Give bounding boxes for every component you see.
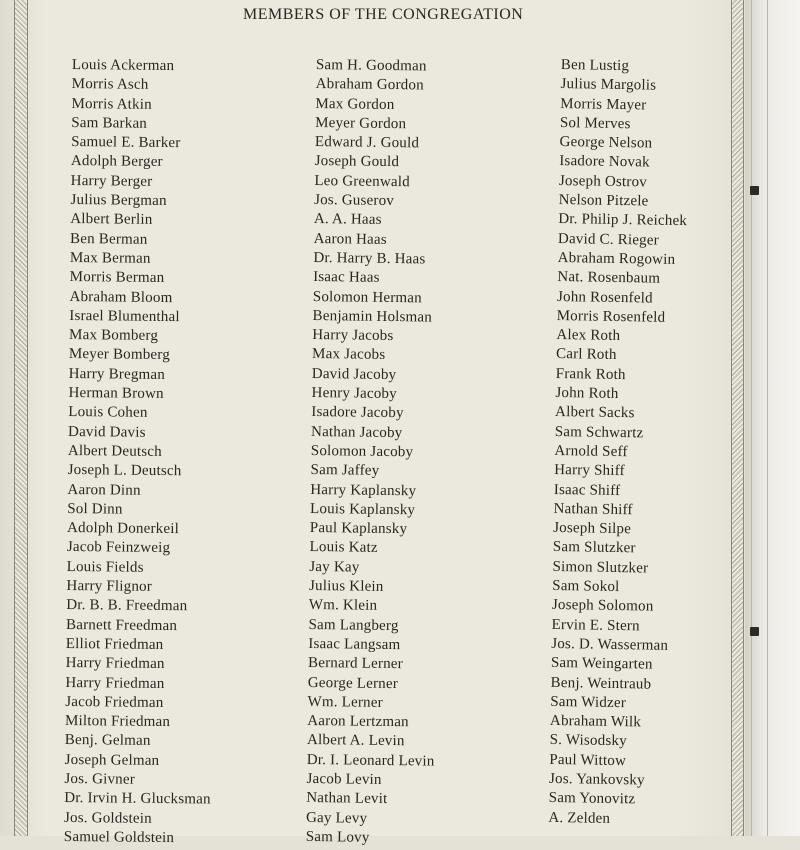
member-name: John Rosenfeld <box>556 288 653 307</box>
member-name: Jacob Friedman <box>65 693 164 711</box>
member-name: Paul Kaplansky <box>309 520 408 538</box>
member-name: Jacob Feinzweig <box>66 539 171 557</box>
member-name: Dr. Irvin H. Glucksman <box>64 790 211 808</box>
member-name: Aaron Dinn <box>67 481 141 499</box>
member-name: Herman Brown <box>68 385 164 403</box>
member-name: Sam Weingarten <box>550 655 653 673</box>
member-name: Dr. Harry B. Haas <box>313 249 426 268</box>
member-name: Max Bomberg <box>69 327 159 345</box>
page-edge <box>745 0 800 836</box>
member-name: Jos. Givner <box>64 770 136 788</box>
member-name: Joseph Ostrov <box>558 172 648 191</box>
member-name: Louis Ackerman <box>71 57 175 75</box>
member-name: Julius Margolis <box>560 76 657 94</box>
member-name: Joseph Gelman <box>64 751 160 769</box>
member-name: John Roth <box>555 385 619 403</box>
member-name: Aaron Haas <box>313 230 387 248</box>
member-name: Louis Katz <box>309 539 378 557</box>
page-edge-line <box>767 0 768 836</box>
member-name: Morris Asch <box>71 76 149 94</box>
member-name: Ervin E. Stern <box>551 616 640 634</box>
member-name: Benj. Weintraub <box>550 674 652 693</box>
member-name: Wm. Lerner <box>307 693 383 711</box>
member-name: Sam H. Goodman <box>315 57 427 75</box>
member-name: George Lerner <box>307 674 399 692</box>
member-name: Morris Rosenfeld <box>556 307 666 326</box>
member-name: Sam Yonovitz <box>548 790 636 808</box>
name-column-3 <box>548 57 690 831</box>
member-name: Jos. Yankovsky <box>548 770 645 789</box>
member-name: George Nelson <box>559 134 653 152</box>
member-name: Sam Lovy <box>305 828 370 846</box>
member-name: Henry Jacoby <box>311 385 397 403</box>
member-name: Joseph Solomon <box>551 597 654 615</box>
decorative-border-right <box>731 0 744 836</box>
member-name: Solomon Herman <box>312 288 423 306</box>
member-name: Sam Langberg <box>308 616 399 634</box>
member-name: Isaac Haas <box>313 269 380 287</box>
member-name: Dr. I. Leonard Levin <box>306 751 435 770</box>
member-name: Sam Barkan <box>71 114 148 132</box>
member-name: Jacob Levin <box>306 770 382 788</box>
member-name: Israel Blumenthal <box>69 307 180 326</box>
member-name: Elliot Friedman <box>65 635 164 653</box>
member-name: Meyer Gordon <box>315 114 407 133</box>
member-name: Harry Berger <box>70 172 153 190</box>
member-name: Sam Jaffey <box>310 462 380 480</box>
member-name: Abraham Rogowin <box>557 249 676 268</box>
member-name: Paul Wittow <box>549 751 627 769</box>
member-name: Aaron Lertzman <box>307 713 409 731</box>
member-name: David C. Rieger <box>557 230 660 249</box>
member-name: Harry Kaplansky <box>310 481 417 499</box>
member-name: Albert Berlin <box>70 211 153 229</box>
member-name: Alex Roth <box>556 327 621 345</box>
member-name: Jos. D. Wasserman <box>551 635 669 654</box>
member-name: Louis Fields <box>66 558 144 576</box>
page-title: MEMBERS OF THE CONGREGATION <box>243 6 524 23</box>
member-name: Nathan Jacoby <box>310 423 403 441</box>
member-name: Arnold Seff <box>554 442 628 461</box>
member-name: Nat. Rosenbaum <box>557 269 661 287</box>
binder-tab <box>750 186 759 195</box>
member-name: Edward J. Gould <box>314 134 420 152</box>
member-name: Abraham Gordon <box>315 76 424 94</box>
member-name: Albert Sacks <box>554 404 635 422</box>
member-name: Max Jacobs <box>312 346 386 364</box>
member-name: Benjamin Holsman <box>312 307 433 326</box>
member-name: Isaac Shiff <box>553 481 621 499</box>
name-column-2 <box>306 57 444 850</box>
member-name: Louis Kaplansky <box>309 500 416 519</box>
member-name: Harry Jacobs <box>312 327 394 345</box>
member-name: Sam Schwartz <box>554 423 644 442</box>
member-name: Samuel E. Barker <box>71 134 181 152</box>
member-name: Sol Merves <box>559 114 631 133</box>
member-name: Leo Greenwald <box>314 172 410 191</box>
member-name: Wm. Klein <box>308 597 378 615</box>
member-name: Carl Roth <box>555 346 617 364</box>
member-name: Benj. Gelman <box>64 732 151 750</box>
member-name: Ben Berman <box>70 230 148 248</box>
member-name: Dr. B. B. Freedman <box>66 597 188 615</box>
member-name: Albert Deutsch <box>67 442 162 460</box>
member-name: Solomon Jacoby <box>310 442 414 461</box>
member-name: Adolph Berger <box>70 153 163 171</box>
member-name: A. Zelden <box>548 809 611 827</box>
member-name: Sam Widzer <box>550 693 627 711</box>
name-column-1 <box>64 57 219 850</box>
member-name: David Jacoby <box>311 365 397 383</box>
member-name: Abraham Bloom <box>69 288 173 306</box>
member-name: Harry Friedman <box>65 655 165 673</box>
member-name: Sol Dinn <box>67 500 123 518</box>
member-name: Samuel Goldstein <box>63 828 175 846</box>
member-name: Sam Slutzker <box>552 539 636 557</box>
member-name: Meyer Bomberg <box>68 346 171 364</box>
page-edge-line <box>751 0 752 836</box>
member-name: Louis Cohen <box>68 404 148 422</box>
member-name: Bernard Lerner <box>307 655 404 673</box>
member-name: Simon Slutzker <box>552 558 649 577</box>
member-name: Morris Berman <box>69 269 165 287</box>
member-name: Abraham Wilk <box>549 713 642 731</box>
member-name: Morris Atkin <box>71 95 152 113</box>
member-name: Gay Levy <box>305 809 368 827</box>
member-name: Nathan Levit <box>306 790 388 808</box>
member-name: S. Wisodsky <box>549 732 627 750</box>
decorative-border-left <box>14 0 28 836</box>
member-name: Nathan Shiff <box>553 500 633 519</box>
member-name: Harry Bregman <box>68 365 166 383</box>
member-name: Dr. Philip J. Reichek <box>558 211 688 230</box>
member-name: Albert A. Levin <box>306 732 405 750</box>
binder-tab <box>750 627 759 636</box>
member-name: Max Berman <box>69 249 151 267</box>
member-name: Morris Mayer <box>560 95 647 114</box>
member-name: Isadore Novak <box>559 153 650 171</box>
member-name: Milton Friedman <box>64 713 171 731</box>
member-name: Isadore Jacoby <box>311 404 404 422</box>
member-name: Jos. Goldstein <box>63 809 152 827</box>
member-name: Isaac Langsam <box>308 635 401 654</box>
member-name: A. A. Haas <box>313 211 382 229</box>
member-name: Jos. Guserov <box>314 192 395 210</box>
member-name: Nelson Pitzele <box>558 192 649 210</box>
member-name: Adolph Donerkeil <box>66 520 180 538</box>
member-name: Joseph Silpe <box>553 520 632 538</box>
member-name: Ben Lustig <box>560 57 630 75</box>
member-name: Harry Friedman <box>65 674 165 692</box>
member-name: Julius Bergman <box>70 192 167 210</box>
member-name: Joseph L. Deutsch <box>67 462 182 480</box>
member-name: Frank Roth <box>555 365 626 383</box>
member-name: Sam Sokol <box>552 577 620 596</box>
member-name: Harry Shiff <box>554 462 625 480</box>
member-name: David Davis <box>67 423 146 441</box>
member-name: Jay Kay <box>309 558 360 576</box>
member-name: Barnett Freedman <box>65 616 178 634</box>
member-name: Joseph Gould <box>314 153 400 171</box>
member-name: Julius Klein <box>308 577 384 595</box>
member-name: Max Gordon <box>315 95 395 113</box>
member-name: Harry Flignor <box>66 577 153 595</box>
